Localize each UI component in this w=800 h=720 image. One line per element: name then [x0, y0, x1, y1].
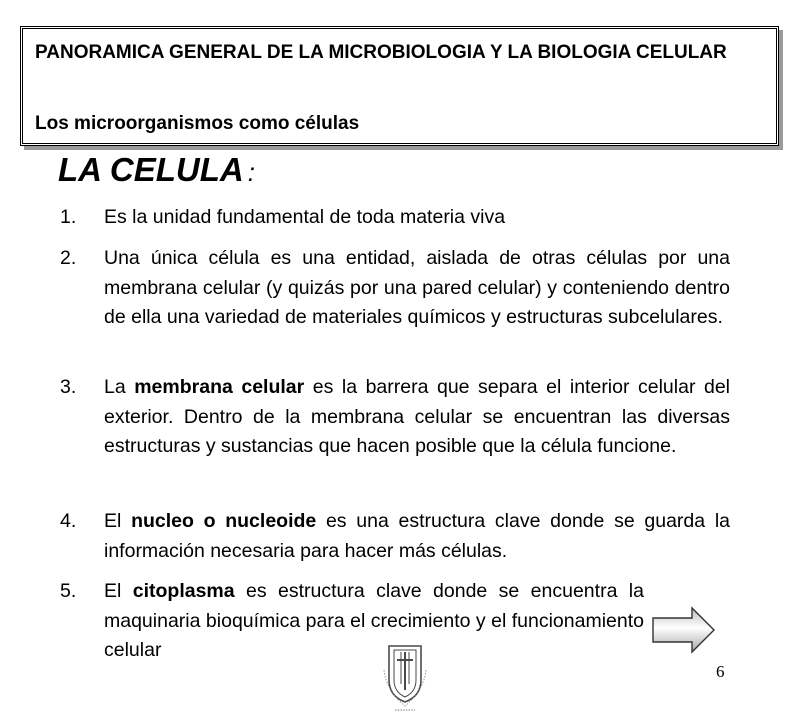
- arrow-right-icon[interactable]: [652, 606, 716, 654]
- list-item-keyword: nucleo o nucleoide: [131, 510, 317, 532]
- page-number: 6: [716, 662, 725, 681]
- list-item-number: 3.: [60, 376, 77, 398]
- list-item-number: 2.: [60, 247, 77, 269]
- list-item-text: Una única célula es una entidad, aislada de otras células por una membrana celular (y quizás por una pared celular) y conteniendo dentro de ella una variedad de materiales químicos y estructuras subcelulares.: [104, 247, 730, 328]
- university-crest-icon: [380, 640, 430, 714]
- list-item-text-post: es una estructura clave donde se guarda la información necesaria para hacer más células.: [104, 510, 730, 562]
- list-item-text: Es la unidad fundamental de toda materia viva: [104, 206, 506, 228]
- header-title: PANORAMICA GENERAL DE LA MICROBIOLOGIA Y LA BIOLOGIA CELULAR: [35, 42, 727, 63]
- list-item-number: 1.: [60, 206, 77, 228]
- list-item-number: 4.: [60, 510, 77, 532]
- list-item-keyword: citoplasma: [132, 580, 235, 602]
- list-item-text-pre: El: [104, 510, 132, 532]
- list-item-text: [104, 373, 730, 462]
- list-item-text-pre: La: [104, 376, 135, 398]
- slide-title-text: LA CELULA: [58, 151, 244, 188]
- slide-title-colon: :: [247, 157, 255, 187]
- list-item-text-post: es la barrera que separa el interior celular del exterior. Dentro de la membrana celular se encuentran las diversas estructuras y sustancias que hacen posible que la célula funcione.: [104, 376, 730, 457]
- list-item-text: [104, 507, 730, 566]
- list-item-keyword: membrana celular: [134, 376, 305, 398]
- list-item-text-pre: El: [104, 580, 133, 602]
- list-item-text: [104, 577, 644, 666]
- list-item-number: 5.: [60, 580, 77, 602]
- list-item-text-post: es estructura clave donde se encuentra la maquinaria bioquímica para el crecimiento y el funcionamiento celular: [104, 580, 644, 661]
- header-subtitle: Los microorganismos como células: [35, 113, 360, 134]
